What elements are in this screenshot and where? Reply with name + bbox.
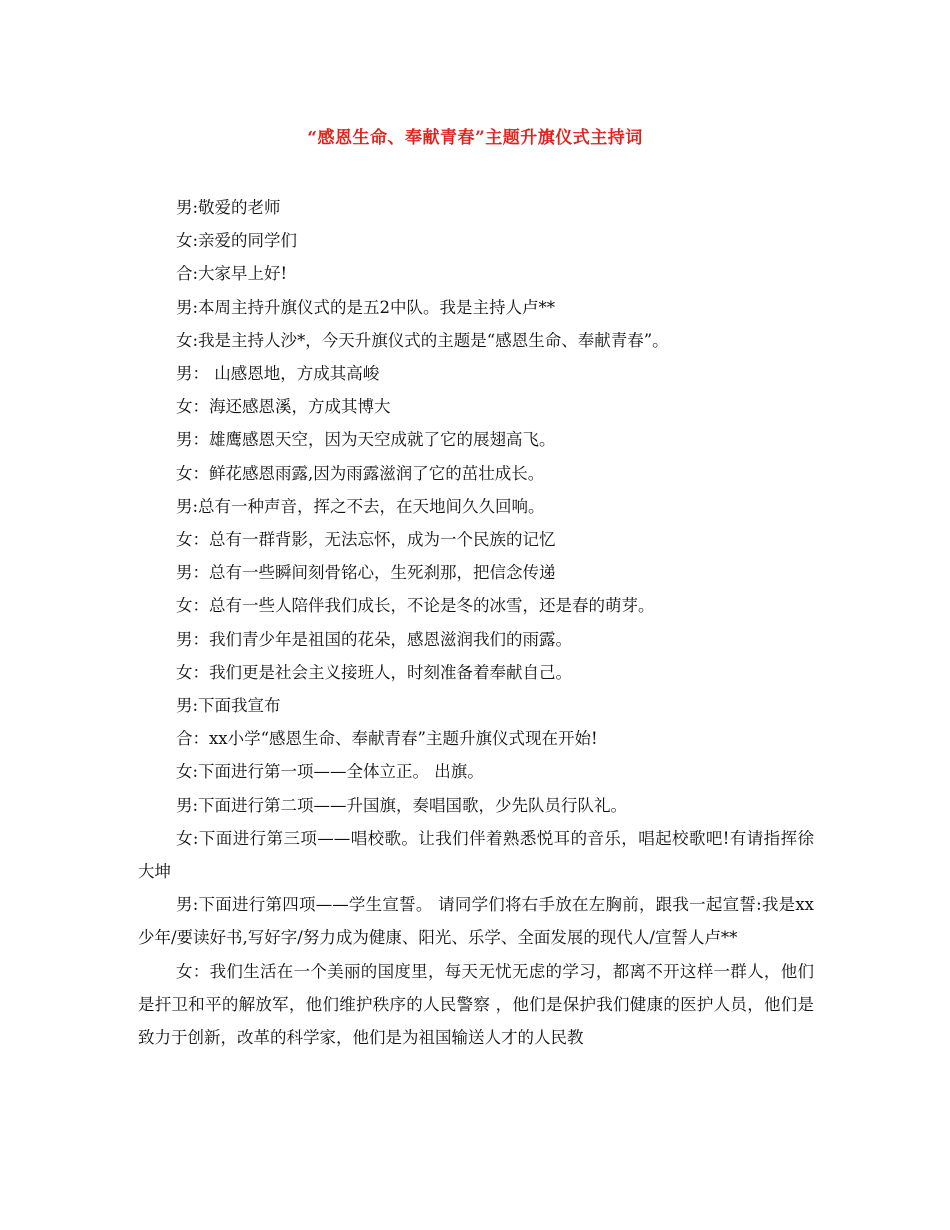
paragraph: 男： 山感恩地，方成其高峻 [176, 364, 380, 384]
paragraph: 女:下面进行第一项——全体立正。 出旗。 [176, 762, 484, 782]
paragraph: 男:本周主持升旗仪式的是五2中队。我是主持人卢** [176, 297, 556, 317]
paragraph: 男:下面我宣布 [176, 696, 281, 716]
document-body [138, 191, 814, 1054]
paragraph: 合：xx小学“感恩生命、奉献青春”主题升旗仪式现在开始! [176, 729, 598, 749]
paragraph: 男:下面进行第四项——学生宣誓。 请同学们将右手放在左胸前，跟我一起宣誓:我是xx少年/要读好书,写好字/努力成为健康、阳光、乐学、全面发展的现代人/宣誓人卢** [138, 895, 814, 948]
paragraph: 男:敬爱的老师 [176, 198, 281, 217]
paragraph: 女:亲爱的同学们 [176, 231, 298, 251]
paragraph: 女:下面进行第三项——唱校歌。让我们伴着熟悉悦耳的音乐，唱起校歌吧!有请指挥徐大坤 [138, 828, 814, 882]
paragraph: 女：鲜花感恩雨露,因为雨露滋润了它的茁壮成长。 [176, 463, 545, 483]
paragraph: 女：我们生活在一个美丽的国度里，每天无忧无虑的学习，都离不开这样一群人，他们是扞卫和平的解放军，他们维护秩序的人民警察 ，他们是保护我们健康的医护人员，他们是致力于创新，改革的科学家，他们是为祖国输送人才的人民教 [138, 961, 814, 1048]
paragraph: 男：我们青少年是祖国的花朵，感恩滋润我们的雨露。 [176, 629, 572, 649]
document-title: “感恩生命、奉献青春”主题升旗仪式主持词 [307, 128, 643, 148]
paragraph: 男:下面进行第二项——升国旗，奏唱国歌，少先队员行队礼。 [176, 795, 628, 815]
paragraph: 女:我是主持人沙*，今天升旗仪式的主题是“感恩生命、奉献青春”。 [176, 330, 669, 350]
paragraph: 合:大家早上好! [176, 264, 288, 284]
paragraph: 男:总有一种声音，挥之不去，在天地间久久回响。 [176, 496, 545, 516]
paragraph: 男：总有一些瞬间刻骨铭心，生死刹那，把信念传递 [176, 563, 556, 583]
paragraph: 女：我们更是社会主义接班人，时刻准备着奉献自己。 [176, 662, 572, 682]
paragraph: 男：雄鹰感恩天空，因为天空成就了它的展翅高飞。 [176, 430, 556, 450]
paragraph: 女：总有一群背影，无法忘怀，成为一个民族的记忆 [176, 530, 556, 550]
paragraph: 女：海还感恩溪，方成其博大 [176, 397, 391, 417]
paragraph: 女：总有一些人陪伴我们成长，不论是冬的冰雪，还是春的萌芽。 [176, 596, 655, 616]
